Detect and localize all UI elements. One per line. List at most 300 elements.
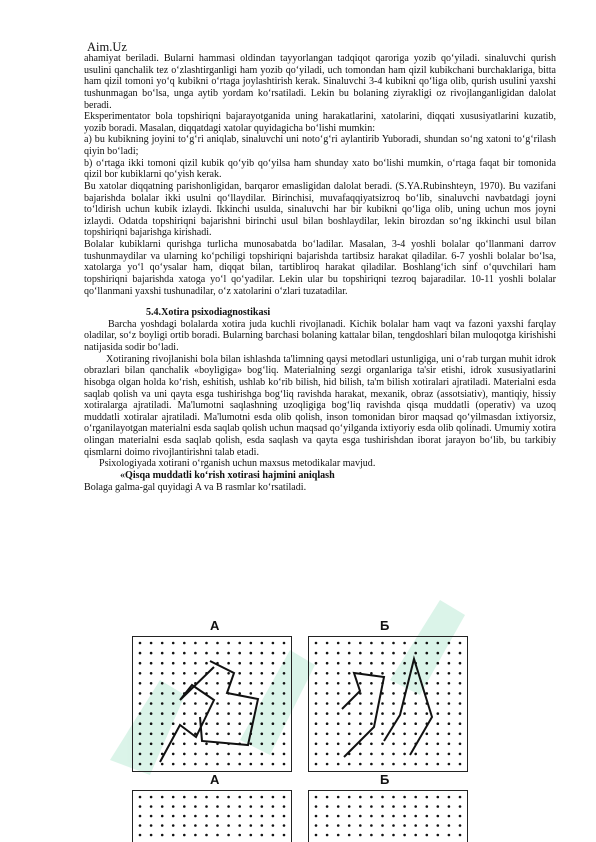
grid-dot [392,805,395,808]
grid-dot [448,733,451,736]
grid-dot [437,815,440,818]
grid-dot [238,722,241,725]
grid-dot [283,672,286,675]
paragraph: Xotiraning rivojlanishi bola bilan ishlashda ta'limning qaysi metodlari ustunligiga, uni o‘rab turgan muhit idrok obrazlari bilan qanchalik «boyligiga» bog‘liq. Materialning sezgi organlariga ta'sir etishi, idrok xususiyatlarini hisobga olgan holda ko‘rish, eshitish, ushlab ko‘rib bilish, hid bilish, ta'm bilish xotiralari ajratiladi. Materialni esda saqlab qolish va uni qayta esga tushirishga bog‘liq ravishda harakat, mexanik, obraz (assotsiativ), mantiqiy, hissiy xotiralarga ajratiladi. Ma'lumotni saqlashning uzoqligiga bog‘liq ravishda qisqa muddatli (operativ) va uzoq muddatli xotiralar ajratiladi. Ma'lumotni esda olib qolish, inson tomonidan biror maqsad qo‘yilmasdan ixtiyorsiz, o‘rganilayotgan materialni esda saqlab qolish uchun maqsad qo‘yilganda ixtiyoriy esda olib qolinadi. Umumiy xotira olingan materialni esda saqlab qolish, esda saqlash va qayta esga tushirishdan iborat jarayon bo‘lib, bu tarkibiy qismlarni doimo rivojlantirishni talab etadi. [84,353,556,458]
grid-dot [414,652,417,655]
grid-dot [172,722,175,725]
grid-dot [392,763,395,766]
grid-dot [414,702,417,705]
grid-dot [272,733,275,736]
grid-dot [172,712,175,715]
grid-dot [448,672,451,675]
grid-dot [370,805,373,808]
grid-dot [315,763,318,766]
grid-dot [150,796,153,799]
grid-dot [337,796,340,799]
grid-dot [326,834,329,837]
grid-dot [283,815,286,818]
grid-dot [183,702,186,705]
grid-dot [448,702,451,705]
grid-dot [172,753,175,756]
grid-dot [205,733,208,736]
grid-dot [194,722,197,725]
grid-dot [238,763,241,766]
grid-dot [326,712,329,715]
grid-dot [359,733,362,736]
grid-dot [183,662,186,665]
grid-dot [161,815,164,818]
grid-dot [161,662,164,665]
grid-dot [150,753,153,756]
grid-dot [272,824,275,827]
grid-dot [414,733,417,736]
grid-dot [194,702,197,705]
grid-dot [205,796,208,799]
grid-dot [414,796,417,799]
grid-dot [381,753,384,756]
grid-dot [172,834,175,837]
grid-dot [403,642,406,645]
grid-dot [238,733,241,736]
grid-dot [381,662,384,665]
grid-dot [326,652,329,655]
grid-dot [227,753,230,756]
grid-dot [172,652,175,655]
paragraph: ahamiyat beriladi. Bularni hammasi oldindan tayyorlangan tadqiqot qaroriga yozib qo‘yiladi. sinaluvchi qurish usulini qanchalik tez o‘zlashtirganligi ham yozib qo‘yiladi, uch tomondan ham qizil kubikchani burchaklariga, bitta ham qizil tomoni yo‘q kubikni o‘rtaga joylashtirish kerak. Sinaluvchi 3-4 kubikni qo‘liga olib, qurish usulini yaxshi tushunmagan bo‘lsa, unga aytib yordam ko‘rsatiladi. Lekin bu bolaning ziyrakligi oz rivojlanganligidan dalolat beradi. [84,53,556,111]
grid-dot [238,805,241,808]
grid-dot [272,743,275,746]
grid-dot [459,692,462,695]
grid-dot [238,672,241,675]
grid-dot [315,682,318,685]
grid-dot [337,815,340,818]
grid-dot [250,805,253,808]
grid-dot [183,722,186,725]
grid-dot [150,662,153,665]
grid-dot [426,712,429,715]
grid-dot [250,763,253,766]
grid-dot [370,824,373,827]
grid-dot [359,815,362,818]
label-a-bottom: А [210,772,220,787]
grid-dot [161,712,164,715]
grid-dot [205,824,208,827]
grid-dot [359,652,362,655]
grid-dot [414,692,417,695]
grid-dot [139,722,142,725]
grid-dot [326,733,329,736]
grid-dot [448,763,451,766]
grid-dot [139,733,142,736]
grid-dot [326,662,329,665]
grid-dot [392,834,395,837]
grid-dot [183,834,186,837]
grid-dot [459,652,462,655]
grid-dot [315,642,318,645]
grid-dot [315,712,318,715]
grid-dot [326,753,329,756]
grid-dot [315,652,318,655]
grid-dot [283,763,286,766]
grid-dot [315,815,318,818]
grid-dot [370,796,373,799]
grid-dot [448,815,451,818]
grid-dot [392,815,395,818]
grid-dot [381,702,384,705]
grid-dot [194,652,197,655]
paragraph: Bolaga galma-gal quyidagi A va B rasmlar ko‘rsatiladi. [84,481,307,493]
grid-dot [370,712,373,715]
grid-dot [139,824,142,827]
grid-dot [216,763,219,766]
grid-dot [194,805,197,808]
grid-dot [238,753,241,756]
grid-dot [272,815,275,818]
grid-dot [272,702,275,705]
grid-dot [337,662,340,665]
grid-dot [414,815,417,818]
grid-dot [348,712,351,715]
grid-dot [403,672,406,675]
grid-dot [348,722,351,725]
grid-dot [261,834,264,837]
grid-dot [194,763,197,766]
grid-dot [227,722,230,725]
grid-dot [459,796,462,799]
grid-dot [261,824,264,827]
grid-dot [392,682,395,685]
grid-dot [183,652,186,655]
grid-dot [348,796,351,799]
grid-dot [381,642,384,645]
grid-dot [194,743,197,746]
grid-dot [459,834,462,837]
grid-dot [437,642,440,645]
grid-dot [272,712,275,715]
grid-dot [261,712,264,715]
grid-dot [172,662,175,665]
grid-dot [437,692,440,695]
grid-dot [426,824,429,827]
label-a-top: А [210,618,220,633]
grid-dot [381,796,384,799]
grid-dot [172,682,175,685]
grid-dot [205,722,208,725]
grid-dot [337,805,340,808]
grid-dot [326,743,329,746]
grid-dot [437,733,440,736]
grid-dot [227,805,230,808]
grid-dot [359,805,362,808]
grid-dot [272,672,275,675]
grid-dot [459,712,462,715]
grid-dot [315,692,318,695]
grid-dot [250,682,253,685]
grid-dot [139,834,142,837]
grid-dot [381,824,384,827]
grid-dot [337,652,340,655]
grid-dot [150,815,153,818]
grid-dot [392,672,395,675]
grid-dot [437,743,440,746]
grid-dot [448,796,451,799]
grid-dot [250,642,253,645]
grid-dot [381,815,384,818]
grid-dot [283,682,286,685]
grid-dot [205,743,208,746]
grid-dot [359,824,362,827]
grid-dot [216,815,219,818]
grid-dot [392,662,395,665]
grid-dot [250,672,253,675]
grid-dot [172,824,175,827]
grid-dot [261,796,264,799]
grid-dot [283,796,286,799]
grid-dot [261,652,264,655]
grid-dot [250,753,253,756]
grid-dot [227,824,230,827]
grid-dot [403,796,406,799]
grid-dot [459,763,462,766]
grid-dot [326,722,329,725]
grid-dot [326,763,329,766]
grid-dot [205,753,208,756]
grid-dot [161,733,164,736]
grid-dot [426,682,429,685]
grid-dot [238,824,241,827]
grid-dot [414,805,417,808]
grid-dot [359,662,362,665]
grid-dot [183,824,186,827]
grid-dot [370,642,373,645]
grid-dot [216,796,219,799]
grid-dot [139,682,142,685]
grid-dot [250,692,253,695]
grid-dot [448,652,451,655]
grid-dot [150,702,153,705]
grid-dot [283,722,286,725]
grid-dot [414,642,417,645]
grid-dot [359,642,362,645]
grid-dot [370,702,373,705]
method-heading: «Qisqa muddatli ko‘rish xotirasi hajmini aniqlash [120,469,335,481]
grid-dot [172,642,175,645]
grid-dot [139,642,142,645]
grid-dot [403,682,406,685]
grid-dot [172,692,175,695]
grid-dot [227,815,230,818]
grid-dot [437,763,440,766]
grid-dot [161,796,164,799]
grid-dot [459,805,462,808]
grid-dot [283,753,286,756]
grid-dot [348,834,351,837]
grid-panel-b-top [309,637,468,772]
grid-dot [337,692,340,695]
grid-dot [216,692,219,695]
grid-dot [348,763,351,766]
grid-dot [459,702,462,705]
grid-dot [272,682,275,685]
grid-dot [326,672,329,675]
grid-dot [216,672,219,675]
grid-dot [315,796,318,799]
grid-dot [139,805,142,808]
grid-dot [183,733,186,736]
grid-dot [326,805,329,808]
grid-dot [194,662,197,665]
grid-dot [283,652,286,655]
grid-dot [326,682,329,685]
grid-dot [437,652,440,655]
grid-dot [139,652,142,655]
grid-dot [315,824,318,827]
grid-dot [261,805,264,808]
grid-dot [403,662,406,665]
grid-dot [139,712,142,715]
label-b-top: Б [380,618,390,633]
grid-dot [238,682,241,685]
grid-dot [315,743,318,746]
grid-dot [337,672,340,675]
grid-dot [381,722,384,725]
grid-dot [370,834,373,837]
grid-dot [370,733,373,736]
grid-dot [403,815,406,818]
grid-dot [414,672,417,675]
grid-dot [414,834,417,837]
grid-dot [238,712,241,715]
grid-dot [227,672,230,675]
grid-dot [348,805,351,808]
grid-dot [139,662,142,665]
grid-dot [426,834,429,837]
grid-dot [261,702,264,705]
grid-dot [161,672,164,675]
grid-dot [403,834,406,837]
grid-dot [216,753,219,756]
grid-dot [194,753,197,756]
grid-dot [437,672,440,675]
grid-dot [426,753,429,756]
grid-dot [392,733,395,736]
grid-dot [216,722,219,725]
grid-dot [216,642,219,645]
grid-dot [150,733,153,736]
grid-dot [216,733,219,736]
grid-dot [238,815,241,818]
grid-dot [448,662,451,665]
grid-dot [326,796,329,799]
grid-dot [392,753,395,756]
grid-dot [261,642,264,645]
grid-dot [227,834,230,837]
grid-dot [227,733,230,736]
grid-dot [238,834,241,837]
grid-dot [337,763,340,766]
grid-dot [426,662,429,665]
grid-dot [139,796,142,799]
figure-b-line-2 [384,659,432,755]
grid-dot [183,796,186,799]
grid-dot [250,796,253,799]
grid-dot [139,692,142,695]
grid-dot [315,662,318,665]
grid-dot [227,796,230,799]
grid-dot [283,642,286,645]
grid-dot [261,722,264,725]
grid-dot [392,702,395,705]
grid-dot [250,834,253,837]
grid-dot [437,824,440,827]
grid-dot [261,672,264,675]
grid-dot [283,805,286,808]
grid-dot [139,743,142,746]
grid-dot [283,733,286,736]
grid-dot [315,834,318,837]
grid-dot [326,815,329,818]
list-item-a: a) bu kubikning joyini to‘g‘ri aniqlab, sinaluvchi uni noto‘g‘ri aylantirib Yuboradi, shundan so‘ng xatoni to‘g‘rilash qiyin bo‘ladi; [84,134,556,157]
grid-dot [150,824,153,827]
grid-dot [183,642,186,645]
grid-dot [172,743,175,746]
grid-dot [459,733,462,736]
grid-dot [370,662,373,665]
grid-dot [348,692,351,695]
grid-dot [272,662,275,665]
grid-dot [426,652,429,655]
grid-dot [216,824,219,827]
grid-dot [459,672,462,675]
grid-dot [139,753,142,756]
grid-dot [337,824,340,827]
grid-dot [459,662,462,665]
grid-dot [348,642,351,645]
grid-panel-a-bottom [133,791,292,842]
grid-dot [272,652,275,655]
grid-dot [161,834,164,837]
grid-dot [348,733,351,736]
grid-dot [205,805,208,808]
grid-dot [359,712,362,715]
grid-dot [205,763,208,766]
grid-dot [326,692,329,695]
grid-dot [150,672,153,675]
grid-dot [403,805,406,808]
grid-panel-b-bottom [309,791,468,842]
grid-dot [238,796,241,799]
grid-dot [459,682,462,685]
grid-dot [250,815,253,818]
grid-dot [337,753,340,756]
paragraph: Psixologiyada xotirani o‘rganish uchun maxsus metodikalar mavjud. [99,458,376,470]
grid-dot [150,763,153,766]
grid-dot [392,796,395,799]
grid-dot [315,805,318,808]
grid-dot [205,662,208,665]
grid-dot [150,712,153,715]
grid-dot [261,753,264,756]
memory-test-figure [132,617,468,842]
grid-dot [426,815,429,818]
grid-dot [205,682,208,685]
grid-dot [426,672,429,675]
grid-dot [227,642,230,645]
grid-dot [370,743,373,746]
grid-dot [283,662,286,665]
grid-dot [205,702,208,705]
grid-dot [403,824,406,827]
